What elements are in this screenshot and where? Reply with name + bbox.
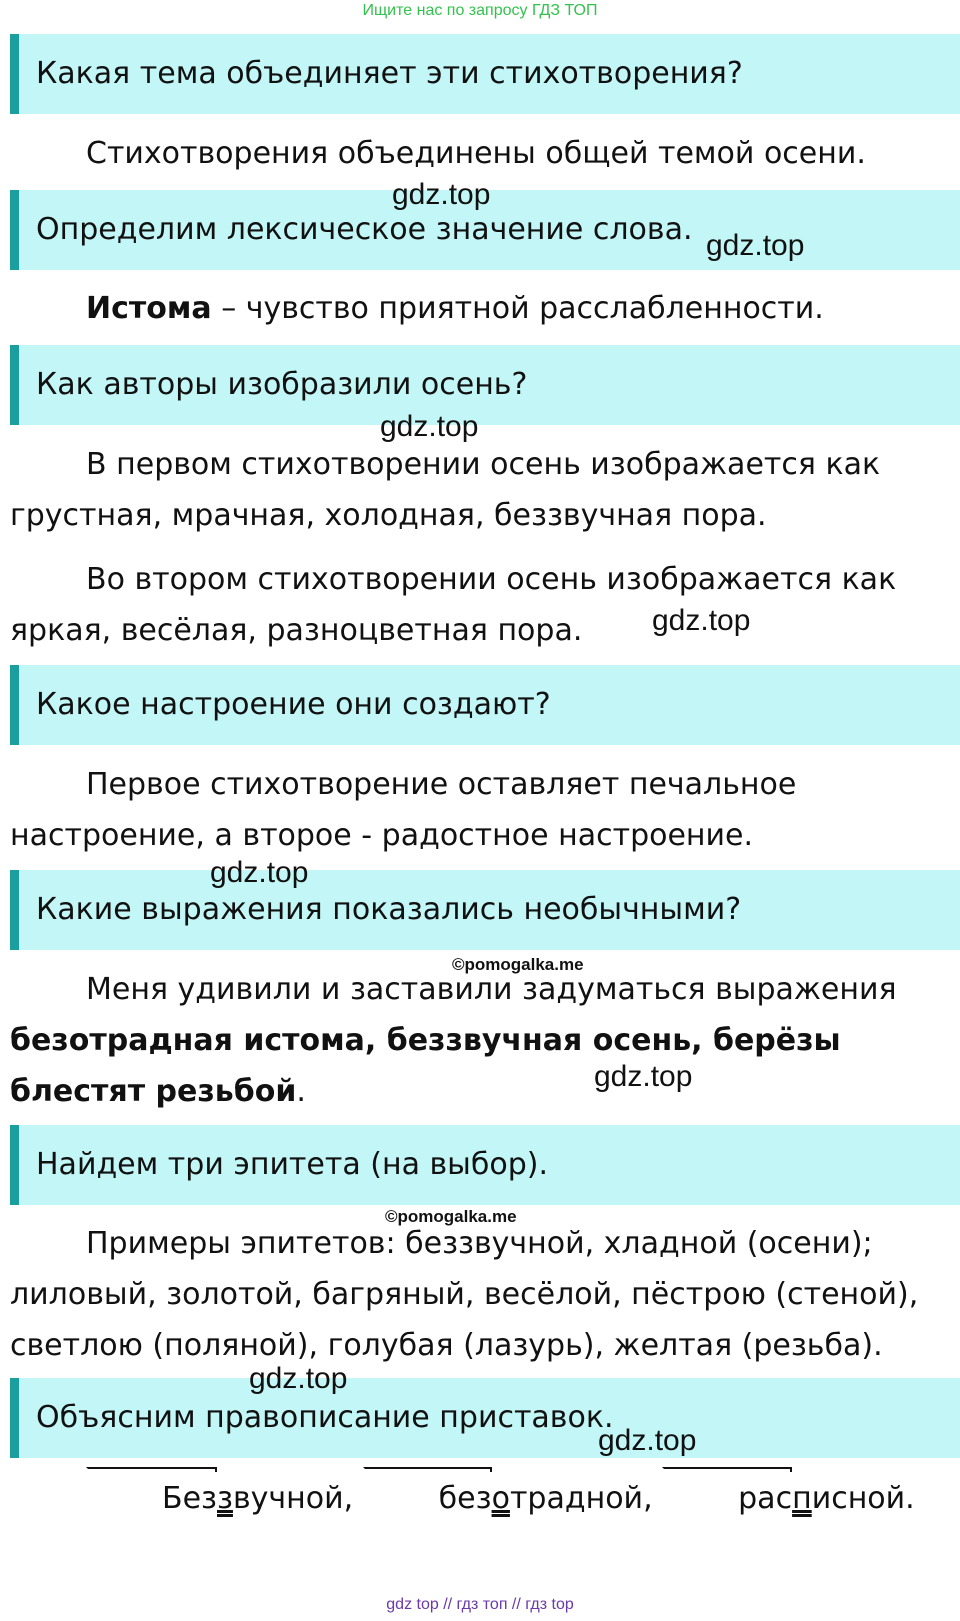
answer-5-end: .	[296, 1074, 306, 1109]
watermark-gdz: gdz.top	[249, 1362, 348, 1395]
watermark-gdz: gdz.top	[380, 410, 479, 443]
separator-2: ,	[643, 1481, 663, 1516]
prefix-2-part: бе	[438, 1481, 476, 1516]
answer-5	[10, 964, 950, 1117]
watermark-gdz: gdz.top	[652, 604, 751, 637]
watermark-gdz: gdz.top	[210, 856, 309, 889]
watermark-pomogalka: ©pomogalka.me	[385, 1207, 517, 1226]
question-1-text: Какая тема объединяет эти стихотворения?	[36, 56, 743, 91]
answer-7	[10, 1473, 950, 1524]
question-4	[10, 665, 960, 745]
question-7	[10, 1378, 960, 1458]
answer-3-paragraph-2: Во втором стихотворении осень изображается как яркая, весёлая, разноцветная пора.	[10, 562, 897, 648]
question-5-text: Какие выражения показались необычными?	[36, 892, 742, 927]
question-6-text: Найдем три эпитета (на выбор).	[36, 1147, 549, 1182]
question-2-text: Определим лексическое значение слова.	[36, 212, 693, 247]
answer-5-expressions: безотрадная истома, беззвучная осень, берёзы блестят резьбой	[10, 1023, 841, 1109]
term: Истома	[86, 291, 212, 326]
word-3-rest: исной	[811, 1481, 906, 1516]
prefix-3-letter: с	[775, 1481, 793, 1516]
question-1	[10, 34, 960, 114]
watermark-gdz: gdz.top	[706, 229, 805, 262]
definition: – чувство приятной расслабленности.	[211, 291, 824, 326]
answer-5-intro: Меня удивили и заставили задуматься выражения	[86, 972, 897, 1007]
prefix-mark-1	[86, 1473, 217, 1524]
watermark-gdz: gdz.top	[598, 1424, 697, 1457]
question-3	[10, 345, 960, 425]
prefix-1-part: Бе	[162, 1481, 202, 1516]
answer-4: Первое стихотворение оставляет печальное настроение, а второе - радостное настроение.	[10, 767, 797, 853]
prefix-mark-2	[363, 1473, 492, 1524]
answer-2	[10, 283, 950, 334]
answer-1: Стихотворения объединены общей темой осени.	[86, 136, 866, 171]
watermark-pomogalka: ©pomogalka.me	[452, 955, 584, 974]
question-3-text: Как авторы изобразили осень?	[36, 367, 528, 402]
watermark-gdz: gdz.top	[392, 178, 491, 211]
answer-7-end: .	[905, 1481, 915, 1516]
search-prompt[interactable]: Ищите нас по запросу ГДЗ ТОП	[362, 2, 598, 19]
prefix-1-letter: з	[201, 1481, 217, 1516]
answer-6: Примеры эпитетов: беззвучной, хладной (осени); лиловый, золотой, багряный, весёлой, пёстрою (стеной), светлою (поляной), голубая (лазурь), желтая (резьба).	[10, 1226, 919, 1363]
footer-links[interactable]: gdz top // гдз топ // гдз top	[386, 1596, 574, 1613]
prefix-mark-3	[662, 1473, 792, 1524]
separator-1: ,	[343, 1481, 363, 1516]
watermark-gdz: gdz.top	[594, 1060, 693, 1093]
question-4-text: Какое настроение они создают?	[36, 687, 551, 722]
root-letter-2: о	[491, 1481, 510, 1516]
question-5	[10, 870, 960, 950]
question-6	[10, 1125, 960, 1205]
root-letter-3: п	[792, 1481, 812, 1516]
answer-3-paragraph-1: В первом стихотворении осень изображается как грустная, мрачная, холодная, беззвучная пора.	[10, 447, 881, 533]
prefix-3-part: ра	[738, 1481, 776, 1516]
question-7-text: Объясним правописание приставок.	[36, 1400, 614, 1435]
word-1-rest: вучной	[232, 1481, 344, 1516]
root-letter-1: з	[217, 1481, 233, 1516]
prefix-2-letter: з	[475, 1481, 492, 1516]
word-2-rest: традной	[509, 1481, 644, 1516]
